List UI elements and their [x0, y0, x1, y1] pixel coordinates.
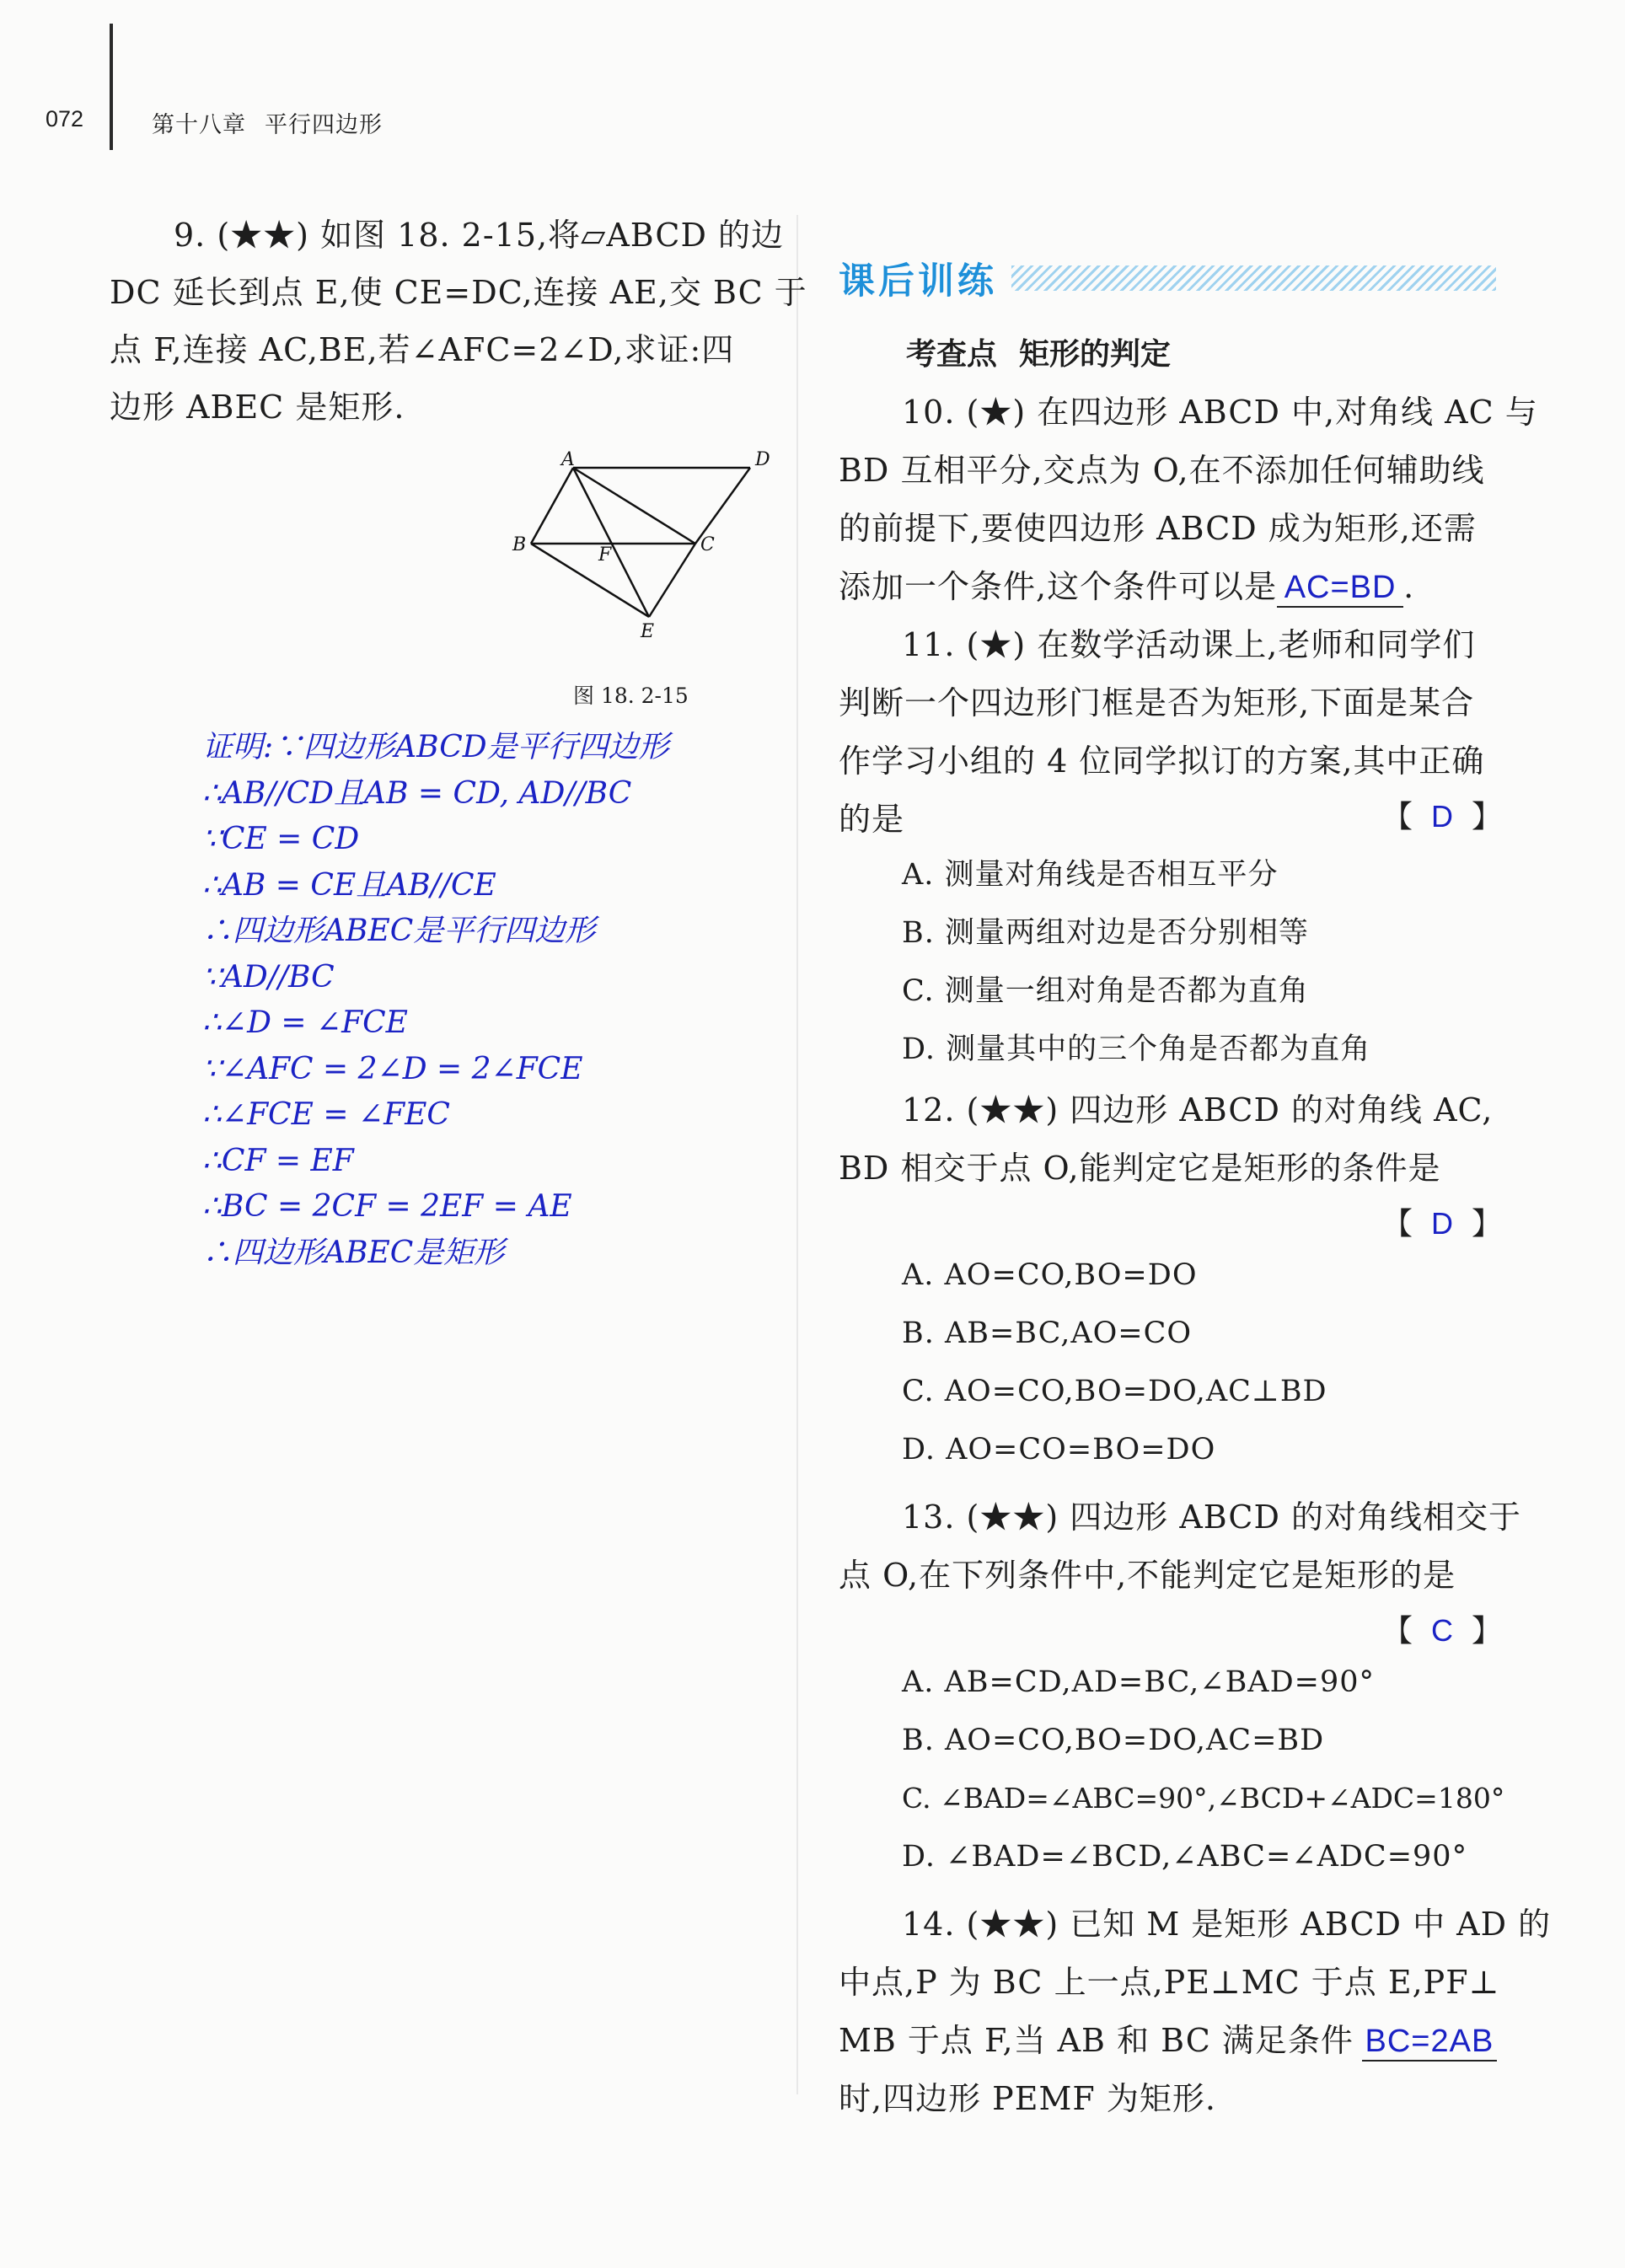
q10-answer-blank: AC=BD	[1277, 570, 1403, 608]
q14-prefix: MB 于点 F,当 AB 和 BC 满足条件	[839, 2022, 1354, 2059]
q13-option-b: B. AO=CO,BO=DO,AC=BD	[902, 1724, 1325, 1757]
q9-line-4: 边形 ABEC 是矩形.	[110, 389, 405, 426]
chapter-title: 平行四边形	[265, 112, 383, 137]
proof-line: ∴∠FCE = ∠FEC	[202, 1097, 450, 1132]
label-f: F	[598, 544, 612, 566]
q13-line-2: 点 O,在下列条件中,不能判定它是矩形的是	[839, 1557, 1456, 1594]
topic-heading	[906, 330, 1171, 373]
proof-line: ∴CF = EF	[202, 1143, 354, 1178]
chapter-number: 第十八章	[152, 112, 246, 137]
q11-line-4: 的是	[839, 801, 905, 838]
q11-line-1: 11. (★) 在数学活动课上,老师和同学们	[902, 626, 1476, 663]
q12-option-c: C. AO=CO,BO=DO,AC⊥BD	[902, 1375, 1327, 1408]
q10-line-1: 10. (★) 在四边形 ABCD 中,对角线 AC 与	[902, 394, 1538, 431]
figure-caption: 图 18. 2-15	[573, 684, 689, 708]
q13-line-1: 13. (★★) 四边形 ABCD 的对角线相交于	[902, 1499, 1522, 1536]
q11-option-c: C. 测量一组对角是否都为直角	[902, 974, 1309, 1008]
q13-answer: C	[1431, 1613, 1454, 1648]
q14-answer-blank: BC=2AB	[1362, 2024, 1497, 2062]
q10-suffix: .	[1403, 568, 1415, 605]
label-c: C	[700, 534, 715, 555]
q12-answer: D	[1431, 1206, 1454, 1241]
chapter-header	[152, 106, 383, 139]
q14-line-3	[839, 2014, 1497, 2062]
q9-line-2: DC 延长到点 E,使 CE=DC,连接 AE,交 BC 于	[110, 274, 807, 311]
proof-line: 证明:∵四边形ABCD是平行四边形	[202, 730, 669, 764]
proof-line: ∵CE = CD	[202, 822, 360, 856]
q10-line-3: 的前提下,要使四边形 ABCD 成为矩形,还需	[839, 510, 1477, 547]
proof-line: ∴BC = 2CF = 2EF = AE	[202, 1189, 572, 1224]
q13-option-d: D. ∠BAD=∠BCD,∠ABC=∠ADC=90°	[902, 1840, 1468, 1874]
q12-option-a: A. AO=CO,BO=DO	[902, 1258, 1198, 1292]
q11-option-a: A. 测量对角线是否相互平分	[902, 858, 1279, 892]
q10-line-2: BD 互相平分,交点为 O,在不添加任何辅助线	[839, 452, 1485, 489]
q14-line-2: 中点,P 为 BC 上一点,PE⊥MC 于点 E,PF⊥	[839, 1964, 1500, 2001]
proof-line: ∴∠D = ∠FCE	[202, 1005, 408, 1040]
proof-line: ∵∠AFC = 2∠D = 2∠FCE	[202, 1051, 583, 1086]
proof-line: ∵AD//BC	[202, 959, 335, 995]
q11-answer: D	[1431, 799, 1454, 834]
q9-line-3: 点 F,连接 AC,BE,若∠AFC=2∠D,求证:四	[110, 331, 735, 368]
label-a: A	[561, 449, 575, 470]
q12-line-1: 12. (★★) 四边形 ABCD 的对角线 AC,	[902, 1091, 1494, 1129]
column-divider	[796, 215, 798, 2094]
q10-prefix: 添加一个条件,这个条件可以是	[839, 568, 1278, 605]
proof-line: ∴四边形ABEC是平行四边形	[202, 914, 596, 948]
q12-option-b: B. AB=BC,AO=CO	[902, 1316, 1193, 1350]
topic-name: 矩形的判定	[1019, 337, 1172, 372]
q11-option-b: B. 测量两组对边是否分别相等	[902, 916, 1309, 950]
topic-label: 考查点	[906, 337, 998, 372]
q11-line-3: 作学习小组的 4 位同学拟订的方案,其中正确	[839, 743, 1485, 780]
q14-line-1: 14. (★★) 已知 M 是矩形 ABCD 中 AD 的	[902, 1906, 1552, 1943]
q11-answer-bracket: 【 D 】	[1382, 799, 1503, 834]
section-title: 课后训练	[839, 260, 997, 303]
label-e: E	[641, 621, 655, 641]
q13-answer-bracket: 【 C 】	[1382, 1613, 1503, 1649]
q11-option-d: D. 测量其中的三个角是否都为直角	[902, 1032, 1371, 1066]
handwritten-proof	[202, 725, 669, 1276]
section-title-decoration	[1011, 265, 1496, 291]
header-divider	[110, 24, 113, 150]
q12-line-2: BD 相交于点 O,能判定它是矩形的条件是	[839, 1150, 1441, 1187]
q11-line-2: 判断一个四边形门框是否为矩形,下面是某合	[839, 684, 1475, 721]
q13-option-a: A. AB=CD,AD=BC,∠BAD=90°	[902, 1665, 1376, 1699]
q13-option-c: C. ∠BAD=∠ABC=90°,∠BCD+∠ADC=180°	[902, 1782, 1505, 1815]
proof-line: ∴AB//CD且AB = CD, AD//BC	[202, 775, 632, 811]
proof-line: ∴四边形ABEC是矩形	[202, 1235, 505, 1270]
label-b: B	[512, 534, 527, 555]
label-d: D	[755, 449, 770, 470]
q12-answer-bracket: 【 D 】	[1382, 1206, 1503, 1241]
page-number: 072	[46, 106, 84, 131]
q14-line-4: 时,四边形 PEMF 为矩形.	[839, 2080, 1216, 2117]
q10-line-4	[839, 560, 1414, 608]
q12-option-d: D. AO=CO=BO=DO	[902, 1433, 1216, 1466]
q9-line-1: 9. (★★) 如图 18. 2-15,将▱ABCD 的边	[174, 217, 785, 254]
geometry-figure	[506, 438, 775, 641]
proof-line: ∴AB = CE且AB//CE	[202, 867, 496, 903]
